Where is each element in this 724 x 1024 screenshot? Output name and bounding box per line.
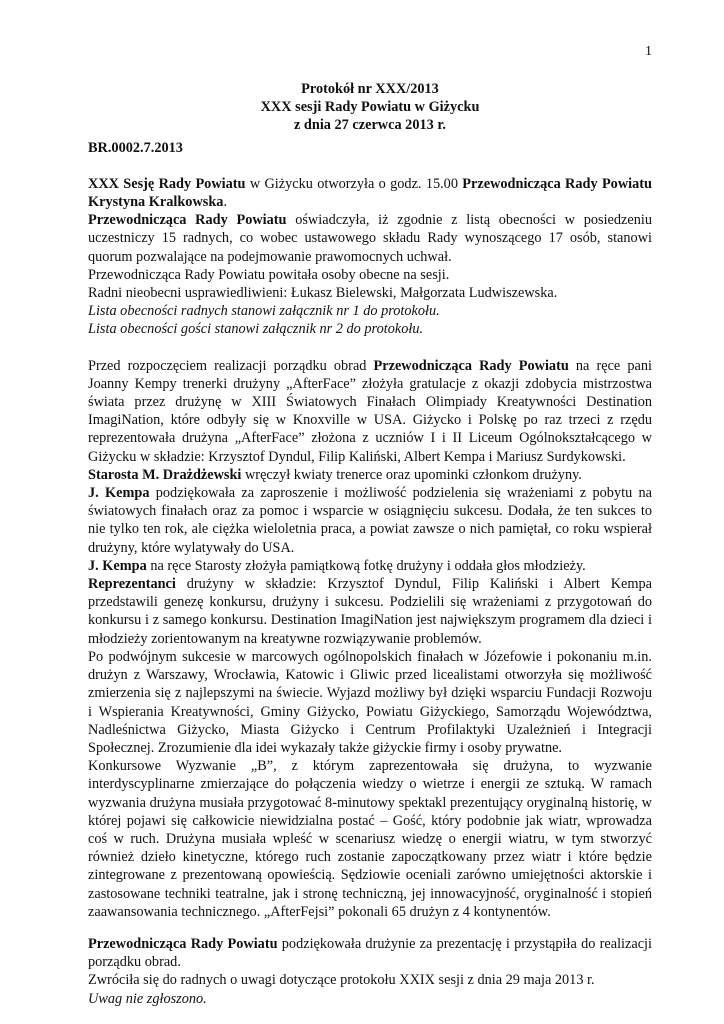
success-paragraph: Po podwójnym sukcesie w marcowych ogólnopolskich finałach w Józefowie i pokonaniu m.in. drużyn z Warszawy, Wrocławia, Katowic i Gliwic przed licealistami otworzyła się możliwość zmierzenia się z najlepszymi na świecie. Wyjazd możliwy był dzięki wsparciu Fundacji Rozwoju i Wspierania Kreatywności, Gminy Giżycko, Powiatu Giżyckiego, Samorządu Województwa, Nadleśnictwa Giżycko, Miasta Giżycko i Centrum Profilaktyki Uzależnień i Integracji Społecznej. Zrozumienie dla idei wykazały także giżyckie firmy i osoby prywatne. <box>88 648 652 756</box>
reference-number: BR.0002.7.2013 <box>88 139 183 156</box>
session-title: XXX sesji Rady Powiatu w Giżycku <box>260 99 480 116</box>
starosta-text: wręczył kwiaty trenerce oraz upominki członkom drużyny. <box>241 466 582 483</box>
challenge-paragraph: Konkursowe Wyzwanie „B”, z którym zaprezentowała się drużyna, to wyzwanie interdyscyplinarne zmierzające do połączenia wiedzy o wietrze i energii ze sztuką. W ramach wyzwania drużyna musiała przygotować 8-minutowy spektakl prezentujący oryginalną historię, w której pojawi się całkowicie niewidzialna postać – Gość, który podobnie jak wiatr, wprowadza coś w ruch. Drużyna musiała wpleść w scenariusz wiedzę o energii wiatru, w tym stworzyć również dzieło kinetyczne, którego ruch zostanie zapoczątkowany przez wiatr i które będzie zintegrowane z prezentowaną opowieścią. Sędziowie oceniali zarówno umiejętności aktorskie i zastosowane techniki teatralne, jak i stronę techniczną, jej innowacyjność, oryginalność i stopień zaawansowania technicznego. „AfterFejsi” pokonali 65 drużyn z 4 kontynentów. <box>88 758 652 920</box>
closing-paragraph <box>88 935 652 971</box>
attachment-1-line: Lista obecności radnych stanowi załącznik nr 1 do protokołu. <box>88 303 440 320</box>
attachment-2-line: Lista obecności gości stanowi załącznik nr 2 do protokołu. <box>88 321 424 338</box>
closing-bold: Przewodnicząca Rady Powiatu <box>88 935 278 952</box>
congratulations-paragraph <box>88 357 652 466</box>
greeting-line: Przewodnicząca Rady Powiatu powitała osoby obecne na sesji. <box>88 266 450 283</box>
no-remarks-line: Uwag nie zgłoszono. <box>88 990 207 1007</box>
kempa-bold-1: J. Kempa <box>88 485 150 502</box>
kempa-thanks-paragraph <box>88 484 652 557</box>
kempa-photo-text: na ręce Starosty złożyła pamiątkową fotkę drużyny i oddała głos młodzieży. <box>146 557 586 574</box>
opening-text-1: w Giżycku otworzyła o godz. 15.00 <box>245 175 463 192</box>
quorum-text: oświadczyła, iż zgodnie z listą obecności w posiedzeniu uczestniczy 15 radnych, co wobec ustawowego składu Rady wynoszącego 17 osób, stanowi quorum pozwalające na podejmowanie prawomocnych uchwał. <box>88 212 652 265</box>
representatives-text: drużyny w składzie: Krzysztof Dyndul, Filip Kaliński i Albert Kempa przedstawili genezę konkursu, drużyny i sukcesu. Podzielili się wrażeniami z przygotowań do konkursu i z samego konkursu. Destination ImagiNation jest największym programem dla dzieci i młodzieży zorientowanym na kreatywne rozwiązywanie problemów. <box>88 576 652 647</box>
quorum-bold: Przewodnicząca Rady Powiatu <box>88 212 287 229</box>
protocol-title: Protokół nr XXX/2013 <box>301 81 439 97</box>
remarks-request-line: Zwróciła się do radnych o uwagi dotyczące protokołu XXIX sesji z dnia 29 maja 2013 r. <box>88 972 595 989</box>
page-number: 1 <box>645 44 652 59</box>
representatives-bold: Reprezentanci <box>88 576 176 593</box>
kempa-bold-2: J. Kempa <box>88 557 147 574</box>
opening-bold-2: Przewodnicząca Rady Powiatu Krystyna Kralkowska <box>88 175 652 211</box>
absent-line: Radni nieobecni usprawiedliwieni: Łukasz Bielewski, Małgorzata Ludwiszewska. <box>88 285 558 302</box>
session-date: z dnia 27 czerwca 2013 r. <box>294 117 446 134</box>
opening-paragraph <box>88 175 652 211</box>
congratulations-text-2: na ręce pani Joanny Kempy trenerki drużyny „AfterFace” złożyła gratulacje z okazji zdobycia mistrzostwa świata przez drużynę w XIII Światowych Finałach Olimpiady Kreatywności Destination ImagiNation, które odbyły się w Knoxville w USA. Giżycko i Polskę po raz trzeci z rzędu reprezentowała drużyna „AfterFace” złożona z uczniów I i II Liceum Ogólnokształcącego w Giżycku w składzie: Krzysztof Dyndul, Filip Kaliński, Albert Kempa i Mariusz Surdykowski. <box>88 357 652 465</box>
closing-text: podziękowała drużynie za prezentację i przystąpiła do realizacji porządku obrad. <box>88 935 652 971</box>
congratulations-text-1: Przed rozpoczęciem realizacji porządku obrad <box>88 357 374 374</box>
starosta-bold: Starosta M. Drażdżewski <box>88 466 242 483</box>
quorum-paragraph <box>88 211 652 266</box>
representatives-paragraph <box>88 575 652 648</box>
congratulations-bold: Przewodnicząca Rady Powiatu <box>373 357 569 374</box>
opening-bold-1: XXX Sesję Rady Powiatu <box>88 175 246 192</box>
opening-text-2: . <box>223 194 228 211</box>
kempa-thanks-text: podziękowała za zaproszenie i możliwość podzielenia się wrażeniami z pobytu na światowych finałach oraz za pomoc i wsparcie w osiągnięciu sukcesu. Dodała, że ten sukces to nie tylko ten rok, ale ciężka wieloletnia praca, a powiat zawsze o nich pamiętał, co roku wspierał drużyny, które wylatywały do USA. <box>88 485 652 556</box>
starosta-paragraph <box>88 466 652 484</box>
kempa-photo-paragraph <box>88 557 652 575</box>
document-content <box>88 80 652 1008</box>
